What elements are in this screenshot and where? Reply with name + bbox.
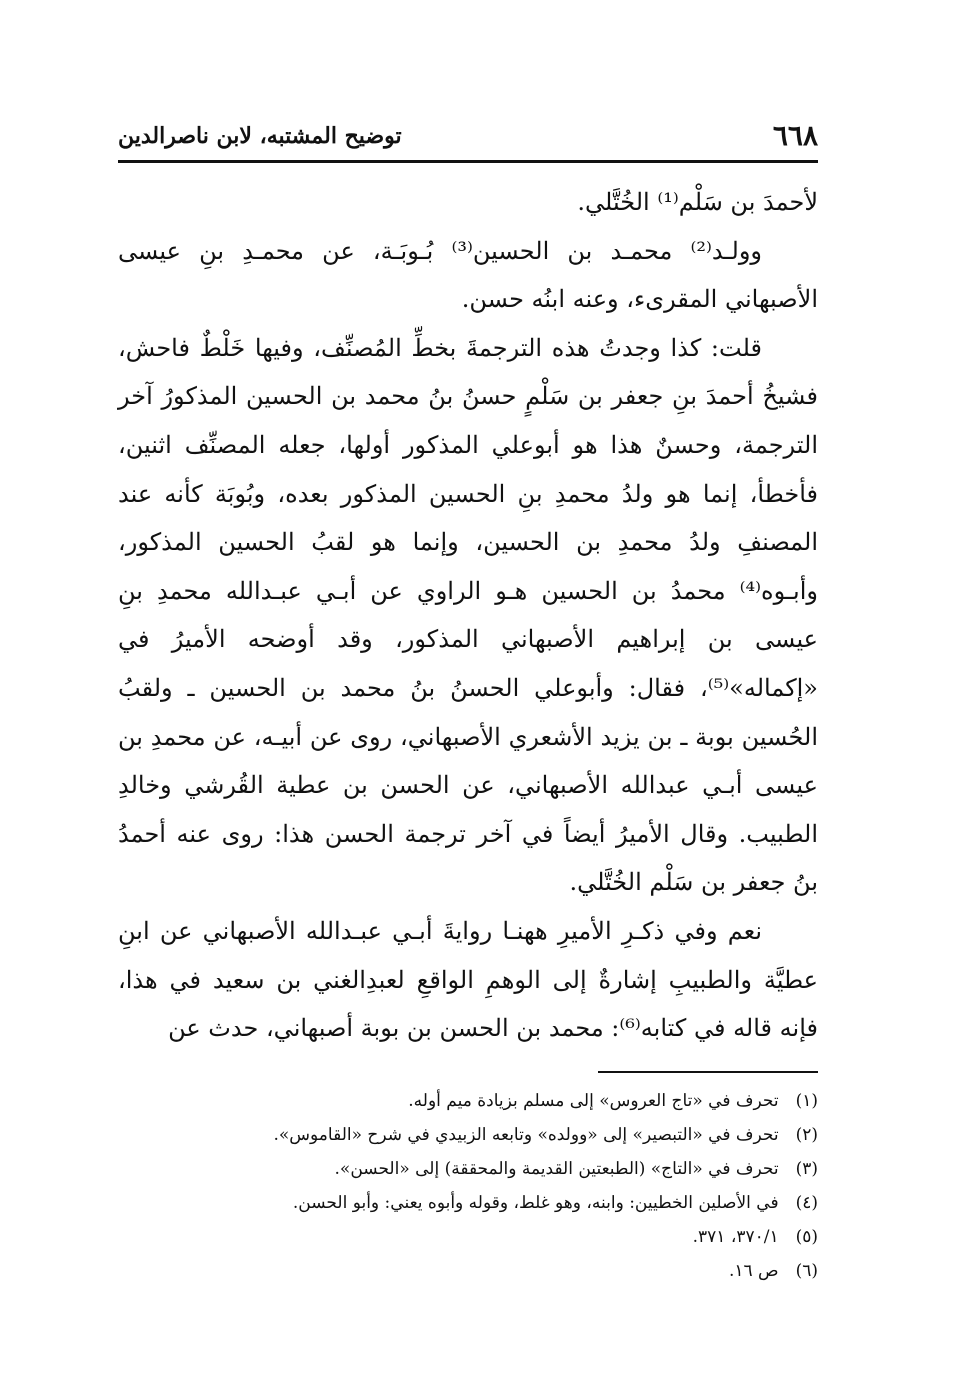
- page-header: [118, 118, 818, 158]
- footnote: [118, 1186, 818, 1220]
- footnote: [118, 1118, 818, 1152]
- footnotes: [118, 1084, 818, 1288]
- footnote: [118, 1220, 818, 1254]
- footnote-number: (٣): [795, 1159, 818, 1179]
- footnote-text: تحرف في «التبصير» إلى «وولده» وتابعه الزبيدي في شرح «القاموس».: [273, 1125, 779, 1145]
- footnote-number: (٥): [795, 1227, 818, 1247]
- footnote: [118, 1254, 818, 1288]
- footnote-text: ص ١٦.: [728, 1261, 779, 1281]
- running-title: توضيح المشتبه، لابن ناصرالدين: [118, 123, 402, 149]
- footnote-number: (١): [795, 1091, 818, 1111]
- paragraph: وولـد⁽²⁾ محمـد بن الحسين⁽³⁾ بُـوبَـة، عن محمـدِ بنِ عيسى الأصبهاني المقرىء، وعنه ابنُه حسن.: [118, 236, 818, 314]
- footnote: [118, 1084, 818, 1118]
- footnote-rule: [598, 1071, 818, 1073]
- header-rule: [118, 160, 818, 163]
- footnote-text: تحرف في «تاج العروس» إلى مسلم بزيادة ميم أوله.: [408, 1091, 779, 1111]
- footnote-number: (٤): [795, 1193, 818, 1213]
- paragraph: لأحمدَ بن سَلْم⁽¹⁾ الخُتَّلي.: [577, 188, 818, 216]
- page-number: ٦٦٨: [772, 119, 818, 152]
- footnote-number: (٢): [795, 1125, 818, 1145]
- paragraph: نعم وفي ذكـرِ الأميرِ ههنـا روايةَ أبـي عبـدالله الأصبهاني عن ابنِ عطيَّة والطبيبِ إشارةٌ إلى الوهمِ الواقعِ لعبدِالغني بن سعيد في هذا، فإنه قاله في كتابه⁽⁶⁾: محمد بن الحسن بن بوبة أصبهاني، حدث عن: [118, 916, 818, 1043]
- footnote-text: في الأصلين الخطيين: وابنه، وهو غلط، وقوله وأبوه يعني: وأبو الحسن.: [292, 1193, 779, 1213]
- footnote: [118, 1152, 818, 1186]
- footnote-number: (٦): [795, 1261, 818, 1281]
- footnote-text: تحرف في «التاج» (الطبعتين القديمة والمحققة) إلى «الحسن».: [334, 1159, 779, 1179]
- paragraph: قلت: كذا وجدتُ هذه الترجمةَ بخطِّ المُصنِّف، وفيها خَلْطٌ فاحش، فشيخُ أحمدَ بنِ جعفر بن سَلْمٍ حسنُ بنُ محمد بن الحسين المذكورُ آخر الترجمة، وحسنٌ هذا هو أبوعلي المذكور أولها، جعله المصنِّف اثنين، فأخطأ، إنما هو ولدُ محمدِ بنِ الحسين المذكور بعده، وبُوبَة كأنه عند المصنفِ ولدُ محمدِ بن الحسين، وإنما هو لقبُ الحسين المذكور، وأبـوه⁽⁴⁾ محمدُ بن الحسين هـو الراوي عن أبـي عبـدالله محمدِ بنِ عيسى بن إبراهيم الأصبهاني المذكور، وقد أوضحه الأميرُ في «إكماله»⁽⁵⁾، فقال: وأبوعلي الحسنُ بنُ محمد بن الحسين ـ ولقبُ الحُسين بوبة ـ بن يزيد الأشعري الأصبهاني، روى عن أبيـه، عن محمدِ بن عيسى أبـي عبدالله الأصبهاني، عن الحسن بن عطية القُرشي وخالدِ الطبيب. وقال الأميرُ أيضاً في آخر ترجمة الحسن هذا: روى عنه أحمدُ بنُ جعفر بن سَلْم الخُتَّلي.: [118, 333, 818, 897]
- footnote-text: ٣٧٠/١، ٣٧١.: [692, 1227, 779, 1247]
- main-text: [118, 178, 818, 1053]
